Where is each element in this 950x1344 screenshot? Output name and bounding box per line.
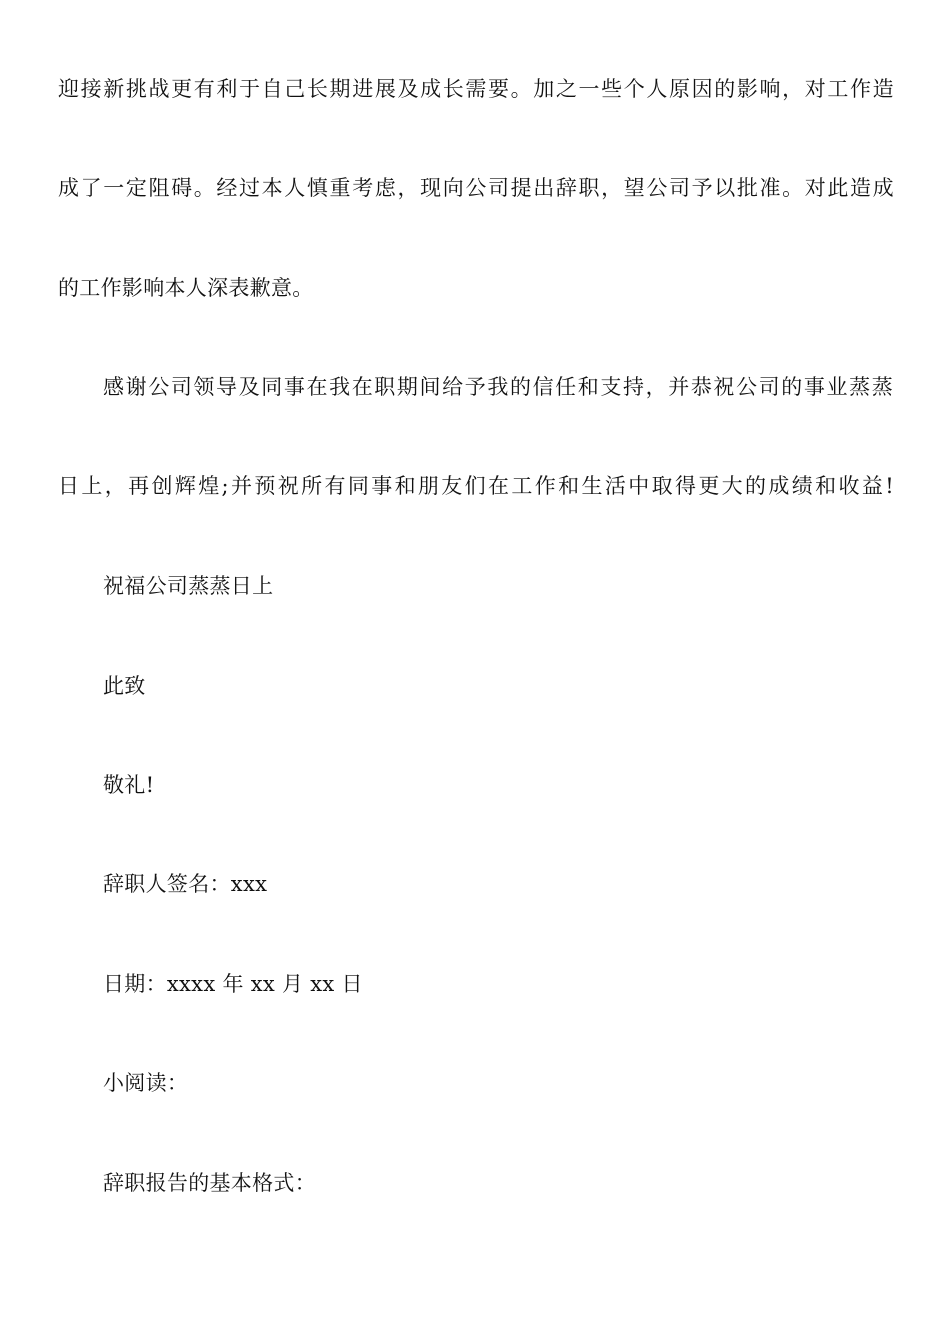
closing-line-2: 敬礼! bbox=[103, 773, 155, 797]
paragraph-1-line-1: 迎接新挑战更有利于自己长期进展及成长需要。加之一些个人原因的影响，对工作造 bbox=[58, 77, 894, 101]
format-title: 辞职报告的基本格式： bbox=[103, 1171, 316, 1195]
paragraph-2-line-1: 感谢公司领导及同事在我在职期间给予我的信任和支持，并恭祝公司的事业蒸蒸 bbox=[103, 375, 893, 399]
reading-title: 小阅读： bbox=[103, 1071, 189, 1095]
signature-line: 辞职人签名：xxx bbox=[103, 872, 268, 896]
paragraph-1-line-2: 成了一定阻碍。经过本人慎重考虑，现向公司提出辞职，望公司予以批准。对此造成 bbox=[58, 176, 894, 200]
closing-line-1: 此致 bbox=[103, 674, 146, 698]
paragraph-2-line-2: 日上，再创辉煌;并预祝所有同事和朋友们在工作和生活中取得更大的成绩和收益! bbox=[58, 474, 894, 498]
paragraph-1-line-3: 的工作影响本人深表歉意。 bbox=[58, 276, 314, 300]
blessing-line: 祝福公司蒸蒸日上 bbox=[103, 574, 274, 598]
date-line: 日期：xxxx 年 xx 月 xx 日 bbox=[103, 972, 363, 996]
